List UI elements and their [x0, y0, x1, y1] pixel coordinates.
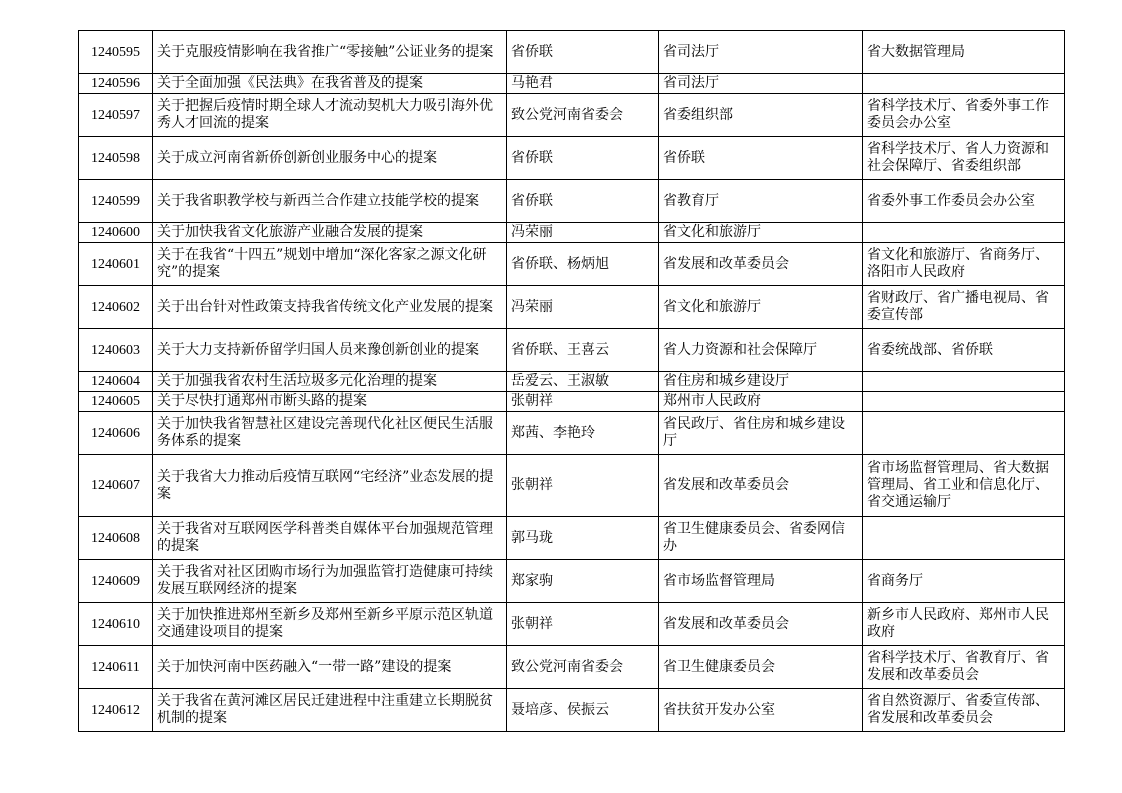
proposal-title-cell: 关于尽快打通郑州市断头路的提案 [153, 392, 507, 412]
proposal-title-cell: 关于加快我省文化旅游产业融合发展的提案 [153, 223, 507, 243]
proposal-title-cell: 关于出台针对性政策支持我省传统文化产业发展的提案 [153, 286, 507, 329]
proposal-title-cell: 关于我省大力推动后疫情互联网“宅经济”业态发展的提案 [153, 455, 507, 517]
assisting-handler-cell [863, 392, 1065, 412]
main-handler-cell: 省司法厅 [659, 31, 863, 74]
main-handler-cell: 省住房和城乡建设厅 [659, 372, 863, 392]
proposal-id-cell: 1240601 [79, 243, 153, 286]
proposal-id-cell: 1240595 [79, 31, 153, 74]
proposal-title-cell: 关于加快推进郑州至新乡及郑州至新乡平原示范区轨道交通建设项目的提案 [153, 603, 507, 646]
proposal-title-cell: 关于加快河南中医药融入“一带一路”建设的提案 [153, 646, 507, 689]
assisting-handler-cell [863, 412, 1065, 455]
proposal-id-cell: 1240600 [79, 223, 153, 243]
assisting-handler-cell: 新乡市人民政府、郑州市人民政府 [863, 603, 1065, 646]
main-handler-cell: 省市场监督管理局 [659, 560, 863, 603]
assisting-handler-cell: 省科学技术厅、省人力资源和社会保障厅、省委组织部 [863, 137, 1065, 180]
table-row [79, 329, 1065, 372]
proposer-cell: 张朝祥 [507, 455, 659, 517]
table-row [79, 517, 1065, 560]
proposal-id-cell: 1240608 [79, 517, 153, 560]
proposal-title-cell: 关于我省对社区团购市场行为加强监管打造健康可持续发展互联网经济的提案 [153, 560, 507, 603]
main-handler-cell: 省发展和改革委员会 [659, 455, 863, 517]
main-handler-cell: 省文化和旅游厅 [659, 286, 863, 329]
main-handler-cell: 省民政厅、省住房和城乡建设厅 [659, 412, 863, 455]
table-row [79, 689, 1065, 732]
table-row [79, 286, 1065, 329]
assisting-handler-cell: 省市场监督管理局、省大数据管理局、省工业和信息化厅、省交通运输厅 [863, 455, 1065, 517]
assisting-handler-cell: 省文化和旅游厅、省商务厅、洛阳市人民政府 [863, 243, 1065, 286]
proposal-id-cell: 1240602 [79, 286, 153, 329]
proposal-title-cell: 关于我省对互联网医学科普类自媒体平台加强规范管理的提案 [153, 517, 507, 560]
assisting-handler-cell [863, 372, 1065, 392]
proposal-table [78, 30, 1065, 732]
proposer-cell: 郑茜、李艳玲 [507, 412, 659, 455]
proposal-id-cell: 1240596 [79, 74, 153, 94]
proposer-cell: 张朝祥 [507, 392, 659, 412]
proposal-table-body [79, 31, 1065, 732]
proposer-cell: 省侨联、杨炳旭 [507, 243, 659, 286]
proposal-title-cell: 关于大力支持新侨留学归国人员来豫创新创业的提案 [153, 329, 507, 372]
proposer-cell: 郭马珑 [507, 517, 659, 560]
proposer-cell: 冯荣丽 [507, 286, 659, 329]
table-row [79, 372, 1065, 392]
proposer-cell: 致公党河南省委会 [507, 646, 659, 689]
table-row [79, 392, 1065, 412]
assisting-handler-cell [863, 223, 1065, 243]
proposal-id-cell: 1240603 [79, 329, 153, 372]
main-handler-cell: 省侨联 [659, 137, 863, 180]
proposal-id-cell: 1240597 [79, 94, 153, 137]
main-handler-cell: 省文化和旅游厅 [659, 223, 863, 243]
main-handler-cell: 省发展和改革委员会 [659, 243, 863, 286]
table-row [79, 412, 1065, 455]
table-row [79, 560, 1065, 603]
proposer-cell: 省侨联、王喜云 [507, 329, 659, 372]
proposal-title-cell: 关于在我省“十四五”规划中增加“深化客家之源文化研究”的提案 [153, 243, 507, 286]
assisting-handler-cell: 省科学技术厅、省教育厅、省发展和改革委员会 [863, 646, 1065, 689]
table-row [79, 74, 1065, 94]
proposer-cell: 张朝祥 [507, 603, 659, 646]
proposal-title-cell: 关于加快我省智慧社区建设完善现代化社区便民生活服务体系的提案 [153, 412, 507, 455]
assisting-handler-cell: 省委外事工作委员会办公室 [863, 180, 1065, 223]
table-row [79, 455, 1065, 517]
assisting-handler-cell: 省委统战部、省侨联 [863, 329, 1065, 372]
proposer-cell: 冯荣丽 [507, 223, 659, 243]
proposal-id-cell: 1240604 [79, 372, 153, 392]
table-row [79, 31, 1065, 74]
proposal-id-cell: 1240611 [79, 646, 153, 689]
proposal-title-cell: 关于我省职教学校与新西兰合作建立技能学校的提案 [153, 180, 507, 223]
main-handler-cell: 省司法厅 [659, 74, 863, 94]
table-row [79, 137, 1065, 180]
assisting-handler-cell [863, 517, 1065, 560]
main-handler-cell: 省教育厅 [659, 180, 863, 223]
table-row [79, 646, 1065, 689]
table-row [79, 180, 1065, 223]
proposal-title-cell: 关于克服疫情影响在我省推广“零接触”公证业务的提案 [153, 31, 507, 74]
proposal-id-cell: 1240610 [79, 603, 153, 646]
assisting-handler-cell: 省大数据管理局 [863, 31, 1065, 74]
main-handler-cell: 郑州市人民政府 [659, 392, 863, 412]
proposer-cell: 省侨联 [507, 137, 659, 180]
proposer-cell: 聂培彦、侯振云 [507, 689, 659, 732]
proposal-id-cell: 1240599 [79, 180, 153, 223]
table-row [79, 223, 1065, 243]
proposer-cell: 致公党河南省委会 [507, 94, 659, 137]
main-handler-cell: 省卫生健康委员会 [659, 646, 863, 689]
proposal-title-cell: 关于我省在黄河滩区居民迁建进程中注重建立长期脱贫机制的提案 [153, 689, 507, 732]
main-handler-cell: 省卫生健康委员会、省委网信办 [659, 517, 863, 560]
table-row [79, 603, 1065, 646]
assisting-handler-cell: 省商务厅 [863, 560, 1065, 603]
proposal-id-cell: 1240609 [79, 560, 153, 603]
proposal-id-cell: 1240607 [79, 455, 153, 517]
proposal-title-cell: 关于全面加强《民法典》在我省普及的提案 [153, 74, 507, 94]
main-handler-cell: 省人力资源和社会保障厅 [659, 329, 863, 372]
main-handler-cell: 省发展和改革委员会 [659, 603, 863, 646]
assisting-handler-cell [863, 74, 1065, 94]
proposal-id-cell: 1240606 [79, 412, 153, 455]
proposer-cell: 岳爱云、王淑敏 [507, 372, 659, 392]
proposer-cell: 马艳君 [507, 74, 659, 94]
table-row [79, 243, 1065, 286]
assisting-handler-cell: 省科学技术厅、省委外事工作委员会办公室 [863, 94, 1065, 137]
proposer-cell: 郑家驹 [507, 560, 659, 603]
proposal-id-cell: 1240605 [79, 392, 153, 412]
proposal-title-cell: 关于加强我省农村生活垃圾多元化治理的提案 [153, 372, 507, 392]
assisting-handler-cell: 省财政厅、省广播电视局、省委宣传部 [863, 286, 1065, 329]
proposer-cell: 省侨联 [507, 31, 659, 74]
proposer-cell: 省侨联 [507, 180, 659, 223]
proposal-id-cell: 1240612 [79, 689, 153, 732]
table-row [79, 94, 1065, 137]
main-handler-cell: 省扶贫开发办公室 [659, 689, 863, 732]
proposal-id-cell: 1240598 [79, 137, 153, 180]
assisting-handler-cell: 省自然资源厅、省委宣传部、省发展和改革委员会 [863, 689, 1065, 732]
proposal-title-cell: 关于把握后疫情时期全球人才流动契机大力吸引海外优秀人才回流的提案 [153, 94, 507, 137]
main-handler-cell: 省委组织部 [659, 94, 863, 137]
proposal-title-cell: 关于成立河南省新侨创新创业服务中心的提案 [153, 137, 507, 180]
